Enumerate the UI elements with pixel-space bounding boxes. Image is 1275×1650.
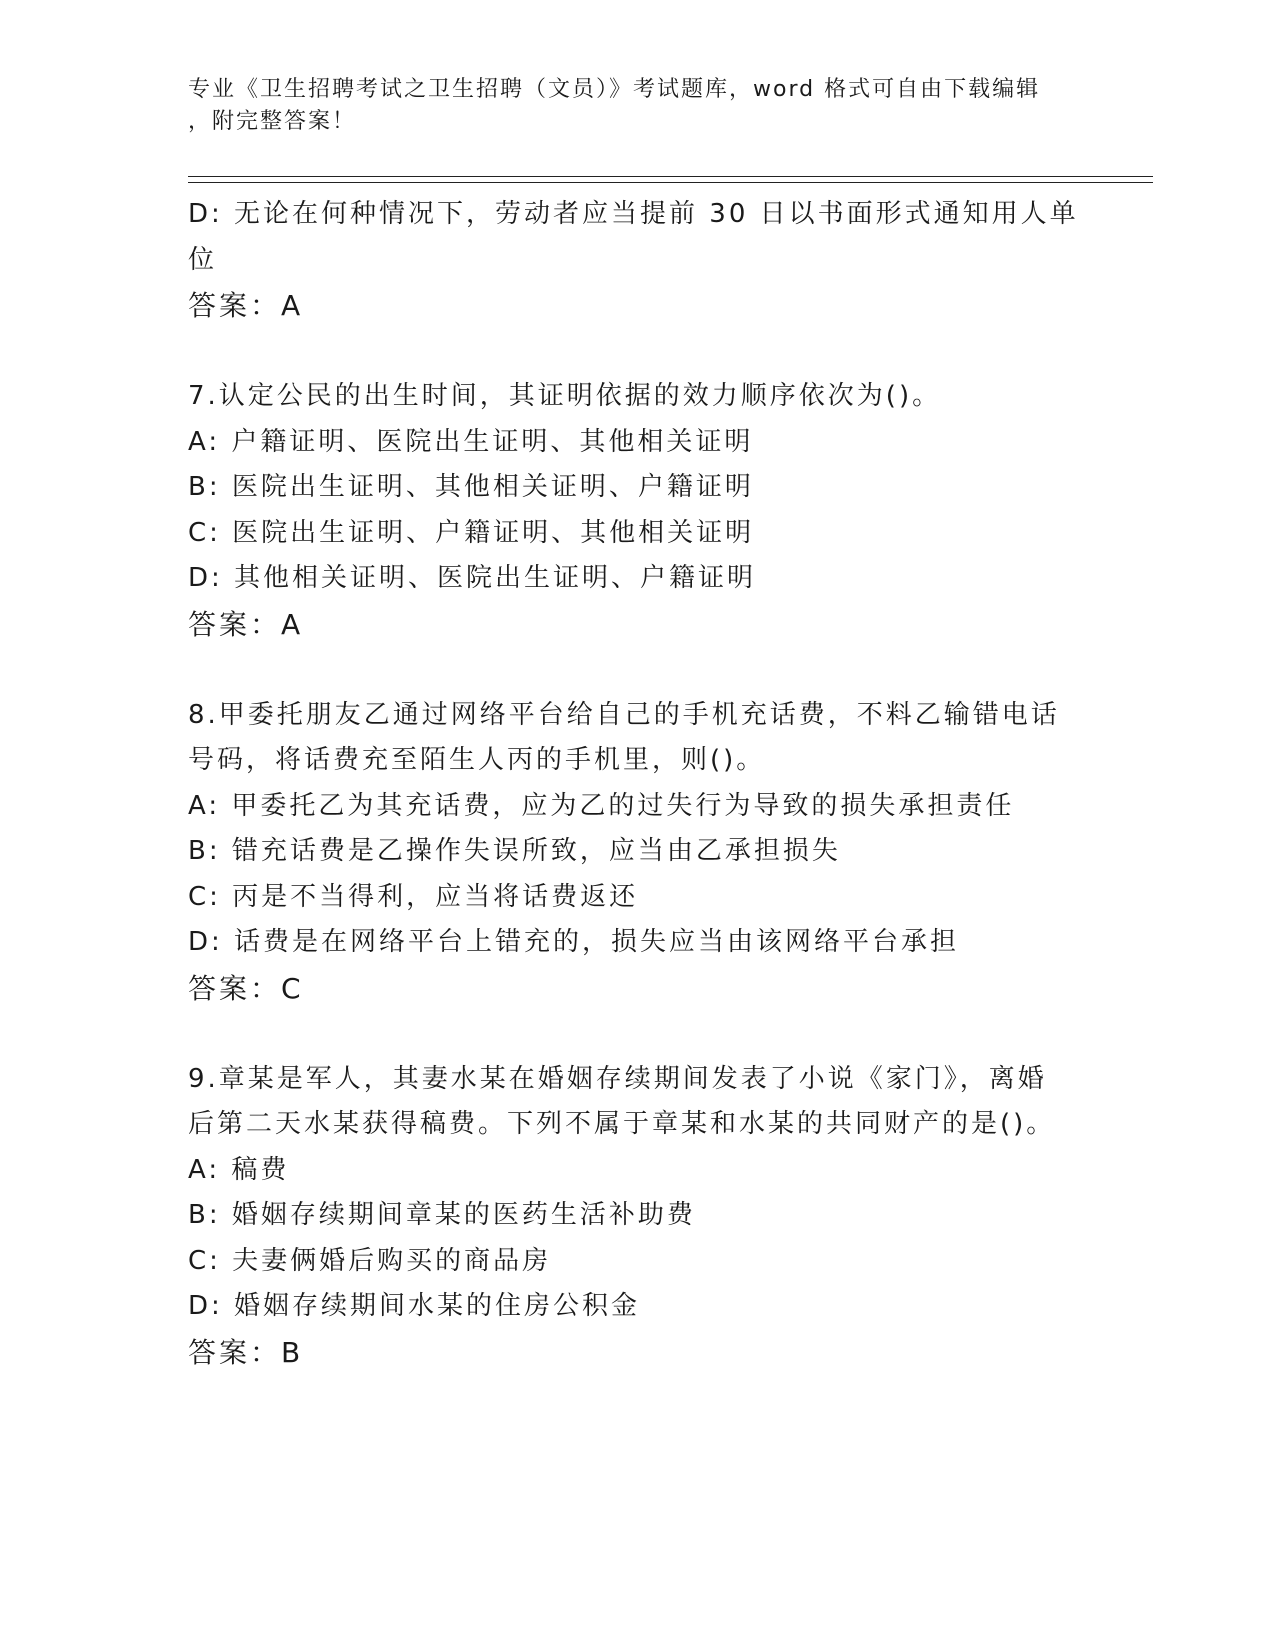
answer-label: 答案：A <box>188 607 304 641</box>
answer-label: 答案：A <box>188 289 304 322</box>
option-d-continued: 位 <box>188 244 218 275</box>
header-line-1: 专业《卫生招聘考试之卫生招聘（文员）》考试题库，word 格式可自由下载编辑 <box>188 77 1041 102</box>
header-line-2: ，附完整答案！ <box>188 109 357 134</box>
option-d: D: 其他相关证明、医院出生证明、户籍证明 <box>188 563 757 593</box>
option-d: D: 话费是在网络平台上错充的，损失应当由该网络平台承担 <box>188 927 960 957</box>
option-a: A: 甲委托乙为其充话费，应为乙的过失行为导致的损失承担责任 <box>188 790 1015 821</box>
question-block-9 <box>188 1057 1088 1376</box>
question-stem: 9.章某是军人，其妻水某在婚姻存续期间发表了小说《家门》，离婚 <box>188 1063 1047 1094</box>
option-c: C: 夫妻俩婚后购买的商品房 <box>188 1245 552 1276</box>
question-content <box>188 192 1088 1375</box>
spacer <box>188 1011 1088 1057</box>
option-b: B: 错充话费是乙操作失误所致，应当由乙承担损失 <box>188 836 841 866</box>
answer-label: 答案：C <box>188 971 304 1005</box>
question-block-7 <box>188 374 1088 647</box>
option-d: D: 无论在何种情况下，劳动者应当提前 30 日以书面形式通知用人单 <box>188 199 1079 229</box>
option-d: D: 婚姻存续期间水某的住房公积金 <box>188 1291 641 1321</box>
option-a: A: 户籍证明、医院出生证明、其他相关证明 <box>188 426 754 457</box>
option-b: B: 医院出生证明、其他相关证明、户籍证明 <box>188 472 754 502</box>
question-stem: 8.甲委托朋友乙通过网络平台给自己的手机充话费，不料乙输错电话 <box>188 699 1060 730</box>
question-stem: 7.认定公民的出生时间，其证明依据的效力顺序依次为()。 <box>188 381 942 411</box>
question-stem-continued: 后第二天水某获得稿费。下列不属于章某和水某的共同财产的是()。 <box>188 1109 1056 1139</box>
spacer <box>188 647 1088 693</box>
question-block-prev <box>188 192 1088 329</box>
option-c: C: 医院出生证明、户籍证明、其他相关证明 <box>188 517 755 548</box>
header-divider-bottom <box>188 182 1153 183</box>
question-stem-continued: 号码，将话费充至陌生人丙的手机里，则()。 <box>188 745 766 775</box>
option-b: B: 婚姻存续期间章某的医药生活补助费 <box>188 1200 696 1230</box>
question-block-8 <box>188 693 1088 1012</box>
spacer <box>188 329 1088 375</box>
option-c: C: 丙是不当得利，应当将话费返还 <box>188 881 639 912</box>
document-header <box>188 74 1068 138</box>
option-a: A: 稿费 <box>188 1154 290 1185</box>
answer-label: 答案：B <box>188 1335 304 1369</box>
header-divider-top <box>188 176 1153 177</box>
